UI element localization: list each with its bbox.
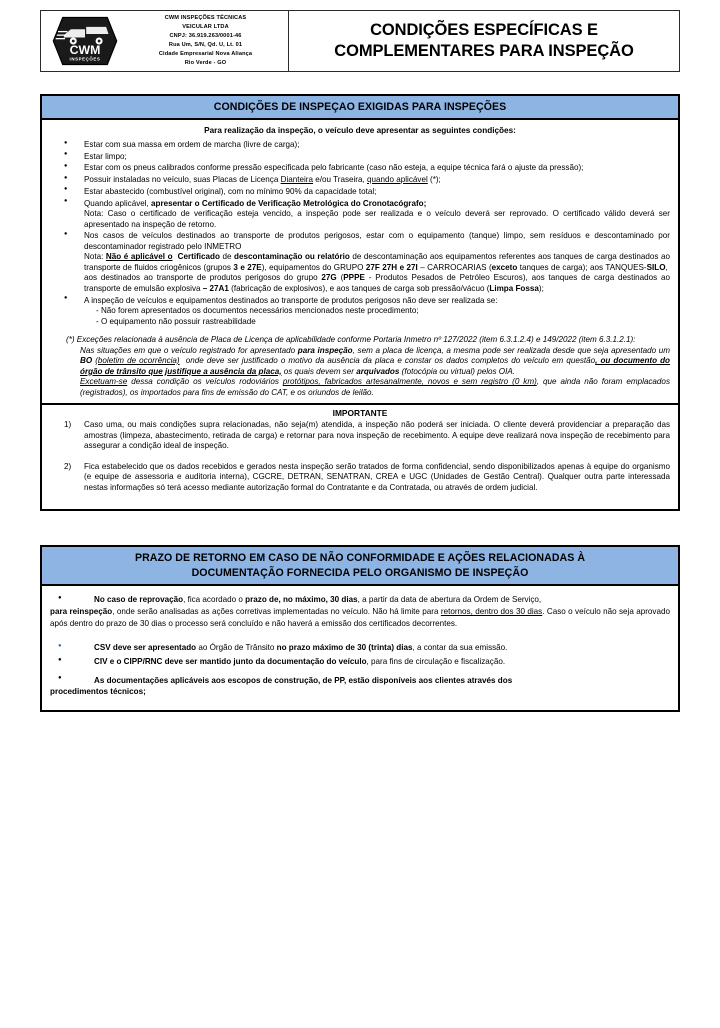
list-item: ● CSV deve ser apresentado ao Órgão de Trânsito no prazo máximo de 30 (trinta) dias, a contar da sua emissão. xyxy=(50,642,670,654)
list-item xyxy=(50,420,670,452)
company-city: Rio Verde - GO xyxy=(184,60,227,67)
sub-condition-2: - O equipamento não possuir rastreabilidade xyxy=(96,316,256,326)
document-title xyxy=(289,11,679,71)
company-street: Rua Um, S/N, Qd. U, Lt. 01 xyxy=(168,42,243,48)
important-item-2: Fica estabelecido que os dados recebidos e gerados nesta inspeção serão tratados de forma confidencial, sendo disponibilizados apenas à equipe do organismo (e equipe de assessoria e auditoria interna), CGCRE, DETRAN, SENATRAN, CREA e UGC (Unidades de Gestão Central). Qualquer outra parte interessada nestas informações só terá acesso mediante autorização formal do Contratante e da Contratada, ou através de ordem judicial. xyxy=(84,461,670,492)
list-item xyxy=(50,163,670,174)
section-prazo-retorno xyxy=(40,545,680,712)
company-name-line1: CWM INSPEÇÕES TÉCNICAS xyxy=(164,14,247,21)
list-item: ● Possuir instaladas no veículo, suas Placas de Licença Dianteira e/ou Traseira, quando aplicável (*); xyxy=(50,175,670,186)
section-prazo-band-line1: PRAZO DE RETORNO EM CASO DE NÃO CONFORMIDADE E AÇÕES RELACIONADAS À xyxy=(134,552,586,565)
exception-body2: Excetuam-se dessa condição os veículos rodoviários protótipos, fabricados artesanalmente, novos e sem registro (0 km), que ainda não foram emplacados (registrados), os importados para fins de emissão do CAT, e os oriundos de leilão. xyxy=(80,377,670,397)
header-logo-cell xyxy=(41,11,289,71)
exception-body: Nas situações em que o veículo registrado for apresentado para inspeção, sem a placa de licença, a mesma pode ser realizada desde que seja apresentado um BO (boletim de ocorrência) onde deve ser justificado o motivo da ausência da placa e constar os dados completos do veículo em questão, ou documento do órgão de trânsito que justifique a ausência da placa, os quais devem ser arquivados (fotocópia ou virtual) pelos OIA. xyxy=(80,345,671,376)
company-name-line2: VEICULAR LTDA xyxy=(182,23,229,30)
section-prazo-band xyxy=(42,547,678,586)
important-item-1: Caso uma, ou mais condições supra relacionadas, não seja(m) atendida, a inspeção não poderá ser iniciada. O cliente deverá providenciar a preparação das amostras (limpeza, abastecimento, retirada de carga) e retornar para nova inspeção de recebimento. A equipe deve realizará nova inspeção de recebimento para assegurar a condição ideal de inspeção. xyxy=(84,420,670,451)
condition-text-1: Estar com sua massa em ordem de marcha (livre de carga); xyxy=(84,140,300,150)
conditions-intro: Para realização da inspeção, o veículo deve apresentar as seguintes condições: xyxy=(204,126,516,136)
documentacoes-list xyxy=(50,675,670,698)
spacer xyxy=(50,631,670,642)
cwm-logo-icon xyxy=(49,14,121,68)
condition-text-5: Estar abastecido (combustível original), com no mínimo 90% da capacidade total; xyxy=(84,186,377,196)
document-page xyxy=(0,10,720,1028)
prazo-list xyxy=(50,594,670,629)
company-info xyxy=(127,14,286,68)
company-district: Cidade Empresarial Nova Aliança xyxy=(158,51,253,58)
section-conditions xyxy=(40,94,680,511)
document-header xyxy=(40,10,680,72)
section-conditions-body xyxy=(42,120,678,509)
important-list xyxy=(50,420,670,493)
list-item: ● As documentações aplicáveis aos escopos de construção, de PP, estão disponíveis aos clientes através dos procedimentos técnicos; xyxy=(50,675,670,698)
list-item xyxy=(50,462,670,494)
section-conditions-band: CONDIÇÕES DE INSPEÇAO EXIGIDAS PARA INSPEÇÕES xyxy=(42,96,678,120)
condition-text-7: Nos casos de veículos destinados ao transporte de produtos perigosos, estar com o equipamento (tanque) limpo, sem resíduos e descontaminado por descontaminador registrado pelo INMETRO xyxy=(84,231,670,251)
document-title-line1: CONDIÇÕES ESPECÍFICAS E xyxy=(370,20,598,39)
documents-list xyxy=(50,642,670,667)
condition-text-3: Estar com os pneus calibrados conforme pressão especificada pelo fabricante (caso não esteja, a equipe técnica fará o ajuste da pressão); xyxy=(84,163,584,173)
list-item xyxy=(50,187,670,198)
list-item: ● No caso de reprovação, fica acordado o prazo de, no máximo, 30 dias, a partir da data de abertura da Ordem de Serviço, para reinspeção, onde serão analisadas as ações corretivas implementadas no veículo. Não há limite para retornos, dentro dos 30 dias. Caso o veículo não seja aprovado após dentro do prazo de 30 dias o processo será concluído e não haverá a emissão dos certificados decorrentes. xyxy=(50,594,670,629)
list-item xyxy=(50,152,670,163)
svg-text:CWM: CWM xyxy=(69,42,101,57)
exception-title: (*) Exceções relacionada à ausência de Placa de Licença de aplicabilidade conforme Portaria Inmetro nº 127/2022 (item 6.3.1.2.4) e 149/2022 (item 6.3.1.2.1): xyxy=(66,335,636,345)
list-item xyxy=(50,296,670,328)
condition-text-2: Estar limpo; xyxy=(84,151,127,161)
list-item: ● CIV e o CIPP/RNC deve ser mantido junto da documentação do veículo, para fins de circulação e fiscalização. xyxy=(50,656,670,668)
exception-note xyxy=(50,335,670,398)
cwm-logo xyxy=(43,14,127,68)
document-title-line2: COMPLEMENTARES PARA INSPEÇÃO xyxy=(334,42,634,60)
conditions-list xyxy=(50,140,670,327)
important-heading: IMPORTANTE xyxy=(332,408,388,419)
list-item xyxy=(50,140,670,151)
note-cronotacografo: Nota: Caso o certificado de verificação esteja vencido, a inspeção pode ser realizada e o veículo deverá ser reprovado. O certificado válido deverá ser apresentado na inspeção de retorno. xyxy=(84,209,670,229)
condition-text-8: A inspeção de veículos e equipamentos destinados ao transporte de produtos perigosos não deve ser realizada se: xyxy=(84,295,498,305)
sub-condition-1: - Não forem apresentados os documentos necessários mencionados neste procedimento; xyxy=(96,306,419,316)
list-item xyxy=(50,231,670,294)
list-item: ● Quando aplicável, apresentar o Certificado de Verificação Metrológica do Cronotacógrafo; Nota: Caso o certificado de verificação esteja vencido, a inspeção pode ser realizada e o veículo deverá ser reprovado. O certificado válido deverá ser apresentado na inspeção de retorno. xyxy=(50,199,670,231)
section-prazo-body xyxy=(42,586,678,710)
section-prazo-band-line2: DOCUMENTAÇÃO FORNECIDA PELO ORGANISMO DE INSPEÇÃO xyxy=(191,566,529,579)
company-cnpj: CNPJ: 36.919.263/0001-46 xyxy=(169,32,242,39)
svg-text:INSPEÇÕES: INSPEÇÕES xyxy=(69,56,101,62)
note-descontaminacao: Nota: Não é aplicável o Certificado de descontaminação ou relatório de descontaminação aos equipamentos referentes aos tanques de carga destinados ao transporte de fluidos criogênicos (grupos 3 e 27E), equipamentos do GRUPO 27F 27H e 27I – CARROCARIAS (exceto tanques de carga); aos TANQUES-SILO, aos destinados ao transporte de produtos perigosos do grupo 27G (PPPE - Produtos Pesados de Petróleo Escuros), aos tanques de carga destinados ao transporte de emulsão explosiva – 27A1 (fabricação de explosivos), e aos tanques de carga sob pressão/vácuo (Limpa Fossa); xyxy=(84,252,671,293)
